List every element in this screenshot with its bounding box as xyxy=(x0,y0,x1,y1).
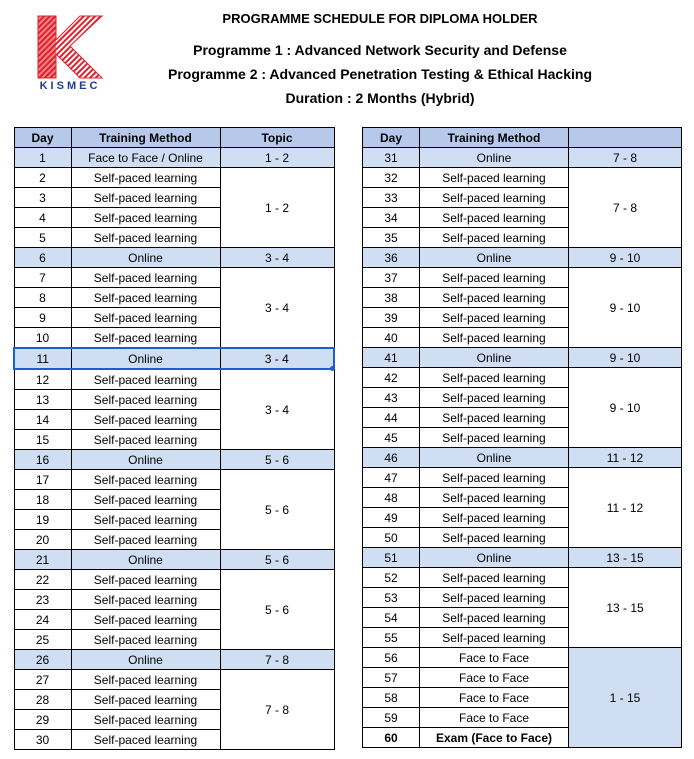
cell-day[interactable]: 29 xyxy=(14,710,71,730)
cell-day[interactable]: 38 xyxy=(363,288,420,308)
cell-day[interactable]: 47 xyxy=(363,468,420,488)
cell-training-method[interactable]: Self-paced learning xyxy=(71,268,220,288)
table-row xyxy=(363,548,682,568)
cell-day[interactable]: 17 xyxy=(14,470,71,490)
cell-day[interactable]: 28 xyxy=(14,690,71,710)
cell-day[interactable]: 4 xyxy=(14,208,71,228)
cell-topic[interactable]: 1 - 15 xyxy=(569,648,682,748)
cell-day[interactable]: 45 xyxy=(363,428,420,448)
table-row xyxy=(14,168,334,188)
cell-day[interactable]: 22 xyxy=(14,570,71,590)
cell-day[interactable]: 11 xyxy=(14,348,71,369)
cell-training-method[interactable]: Self-paced learning xyxy=(71,690,220,710)
cell-day[interactable]: 8 xyxy=(14,288,71,308)
cell-training-method[interactable]: Self-paced learning xyxy=(420,208,569,228)
cell-training-method[interactable]: Face to Face xyxy=(420,668,569,688)
table-row xyxy=(363,468,682,488)
cell-training-method[interactable]: Face to Face xyxy=(420,648,569,668)
cell-day[interactable]: 39 xyxy=(363,308,420,328)
cell-training-method[interactable]: Self-paced learning xyxy=(71,228,220,248)
cell-day[interactable]: 57 xyxy=(363,668,420,688)
cell-day[interactable]: 31 xyxy=(363,148,420,168)
table-row xyxy=(14,470,334,490)
cell-training-method[interactable]: Online xyxy=(71,450,220,470)
header-topic[interactable] xyxy=(569,128,682,148)
cell-day[interactable]: 55 xyxy=(363,628,420,648)
cell-day[interactable]: 5 xyxy=(14,228,71,248)
cell-day[interactable]: 3 xyxy=(14,188,71,208)
cell-day[interactable]: 60 xyxy=(363,728,420,748)
cell-training-method[interactable]: Self-paced learning xyxy=(420,588,569,608)
cell-day[interactable]: 24 xyxy=(14,610,71,630)
logo-text: KISMEC xyxy=(39,80,101,92)
cell-day[interactable]: 10 xyxy=(14,328,71,349)
cell-topic[interactable]: 5 - 6 xyxy=(220,550,334,570)
cell-topic[interactable]: 7 - 8 xyxy=(220,650,334,670)
cell-training-method[interactable]: Self-paced learning xyxy=(420,228,569,248)
cell-topic[interactable]: 9 - 10 xyxy=(569,268,682,348)
cell-topic[interactable]: 7 - 8 xyxy=(569,148,682,168)
cell-training-method[interactable]: Self-paced learning xyxy=(71,710,220,730)
table-row xyxy=(14,650,334,670)
cell-training-method[interactable]: Self-paced learning xyxy=(71,590,220,610)
header-day[interactable]: Day xyxy=(363,128,420,148)
cell-day[interactable]: 33 xyxy=(363,188,420,208)
cell-topic[interactable]: 3 - 4 xyxy=(220,369,334,450)
cell-day[interactable]: 26 xyxy=(14,650,71,670)
table-header-row xyxy=(363,128,682,148)
cell-training-method[interactable]: Self-paced learning xyxy=(420,528,569,548)
cell-training-method[interactable]: Self-paced learning xyxy=(71,288,220,308)
cell-topic[interactable]: 13 - 15 xyxy=(569,548,682,568)
cell-day[interactable]: 35 xyxy=(363,228,420,248)
cell-day[interactable]: 37 xyxy=(363,268,420,288)
cell-training-method[interactable]: Face to Face xyxy=(420,708,569,728)
cell-training-method[interactable]: Self-paced learning xyxy=(420,568,569,588)
table-row xyxy=(14,670,334,690)
cell-day[interactable]: 41 xyxy=(363,348,420,368)
cell-day[interactable]: 49 xyxy=(363,508,420,528)
cell-topic[interactable]: 7 - 8 xyxy=(220,670,334,750)
cell-training-method[interactable]: Self-paced learning xyxy=(71,730,220,750)
table-row xyxy=(363,648,682,668)
cell-day[interactable]: 13 xyxy=(14,390,71,410)
cell-training-method[interactable]: Self-paced learning xyxy=(420,168,569,188)
cell-training-method[interactable]: Exam (Face to Face) xyxy=(420,728,569,748)
cell-day[interactable]: 18 xyxy=(14,490,71,510)
cell-training-method[interactable]: Self-paced learning xyxy=(420,608,569,628)
cell-day[interactable]: 6 xyxy=(14,248,71,268)
cell-day[interactable]: 56 xyxy=(363,648,420,668)
table-row xyxy=(363,448,682,468)
cell-topic[interactable]: 3 - 4 xyxy=(220,268,334,349)
cell-training-method[interactable]: Online xyxy=(420,348,569,368)
cell-day[interactable]: 19 xyxy=(14,510,71,530)
cell-training-method[interactable]: Self-paced learning xyxy=(71,430,220,450)
cell-training-method[interactable]: Self-paced learning xyxy=(71,390,220,410)
cell-topic[interactable]: 3 - 4 xyxy=(220,348,334,369)
header-training-method[interactable]: Training Method xyxy=(71,128,220,148)
cell-training-method[interactable]: Online xyxy=(71,248,220,268)
cell-training-method[interactable]: Self-paced learning xyxy=(420,488,569,508)
header-topic[interactable]: Topic xyxy=(220,128,334,148)
cell-topic[interactable]: 11 - 12 xyxy=(569,448,682,468)
cell-day[interactable]: 44 xyxy=(363,408,420,428)
cell-training-method[interactable]: Self-paced learning xyxy=(71,490,220,510)
cell-topic[interactable]: 9 - 10 xyxy=(569,368,682,448)
table-row xyxy=(14,268,334,288)
programme-2-title: Programme 2 : Advanced Penetration Testing & Ethical Hacking xyxy=(168,66,592,82)
cell-topic[interactable]: 5 - 6 xyxy=(220,570,334,650)
cell-day[interactable]: 15 xyxy=(14,430,71,450)
cell-training-method[interactable]: Self-paced learning xyxy=(71,168,220,188)
cell-day[interactable]: 27 xyxy=(14,670,71,690)
table-row xyxy=(14,450,334,470)
cell-day[interactable]: 7 xyxy=(14,268,71,288)
table-row xyxy=(14,348,334,369)
cell-day[interactable]: 14 xyxy=(14,410,71,430)
programme-1-title: Programme 1 : Advanced Network Security and Defense xyxy=(193,42,567,58)
page-title: PROGRAMME SCHEDULE FOR DIPLOMA HOLDER xyxy=(222,11,538,26)
table-row xyxy=(14,148,334,168)
cell-day[interactable]: 9 xyxy=(14,308,71,328)
header-training-method[interactable]: Training Method xyxy=(420,128,569,148)
table-row xyxy=(363,168,682,188)
cell-training-method[interactable]: Self-paced learning xyxy=(71,610,220,630)
cell-day[interactable]: 12 xyxy=(14,369,71,390)
cell-topic[interactable]: 7 - 8 xyxy=(569,168,682,248)
cell-day[interactable]: 25 xyxy=(14,630,71,650)
cell-day[interactable]: 51 xyxy=(363,548,420,568)
cell-training-method[interactable]: Self-paced learning xyxy=(420,188,569,208)
cell-training-method[interactable]: Self-paced learning xyxy=(71,188,220,208)
cell-topic[interactable]: 13 - 15 xyxy=(569,568,682,648)
cell-topic[interactable]: 5 - 6 xyxy=(220,470,334,550)
cell-day[interactable]: 30 xyxy=(14,730,71,750)
cell-training-method[interactable]: Self-paced learning xyxy=(71,410,220,430)
cell-topic[interactable]: 9 - 10 xyxy=(569,248,682,268)
cell-training-method[interactable]: Face to Face xyxy=(420,688,569,708)
cell-training-method[interactable]: Online xyxy=(420,248,569,268)
table-row xyxy=(363,368,682,388)
cell-training-method[interactable]: Online xyxy=(71,550,220,570)
cell-training-method[interactable]: Self-paced learning xyxy=(420,408,569,428)
cell-day[interactable]: 21 xyxy=(14,550,71,570)
cell-day[interactable]: 40 xyxy=(363,328,420,348)
cell-training-method[interactable]: Self-paced learning xyxy=(71,530,220,550)
cell-training-method[interactable]: Self-paced learning xyxy=(71,670,220,690)
cell-training-method[interactable]: Self-paced learning xyxy=(71,208,220,228)
table-row xyxy=(363,348,682,368)
cell-topic[interactable]: 11 - 12 xyxy=(569,468,682,548)
cell-training-method[interactable]: Online xyxy=(420,448,569,468)
table-header-row xyxy=(14,128,334,148)
cell-topic[interactable]: 5 - 6 xyxy=(220,450,334,470)
cell-training-method[interactable]: Self-paced learning xyxy=(71,630,220,650)
cell-training-method[interactable]: Online xyxy=(420,548,569,568)
cell-training-method[interactable]: Self-paced learning xyxy=(71,510,220,530)
cell-topic[interactable]: 1 - 2 xyxy=(220,168,334,248)
cell-training-method[interactable]: Self-paced learning xyxy=(420,628,569,648)
table-row xyxy=(363,568,682,588)
cell-training-method[interactable]: Self-paced learning xyxy=(71,570,220,590)
cell-training-method[interactable]: Self-paced learning xyxy=(420,368,569,388)
cell-day[interactable]: 36 xyxy=(363,248,420,268)
table-row xyxy=(14,369,334,390)
cell-training-method[interactable]: Self-paced learning xyxy=(71,470,220,490)
cell-day[interactable]: 58 xyxy=(363,688,420,708)
cell-topic[interactable]: 9 - 10 xyxy=(569,348,682,368)
cell-training-method[interactable]: Face to Face / Online xyxy=(71,148,220,168)
cell-training-method[interactable]: Self-paced learning xyxy=(420,268,569,288)
cell-day[interactable]: 2 xyxy=(14,168,71,188)
duration-label: Duration : 2 Months (Hybrid) xyxy=(285,90,475,106)
cell-training-method[interactable]: Self-paced learning xyxy=(420,428,569,448)
cell-topic[interactable]: 1 - 2 xyxy=(220,148,334,168)
cell-day[interactable]: 43 xyxy=(363,388,420,408)
cell-day[interactable]: 1 xyxy=(14,148,71,168)
cell-day[interactable]: 48 xyxy=(363,488,420,508)
cell-training-method[interactable]: Online xyxy=(420,148,569,168)
cell-day[interactable]: 59 xyxy=(363,708,420,728)
cell-training-method[interactable]: Online xyxy=(71,348,220,369)
cell-training-method[interactable]: Self-paced learning xyxy=(420,308,569,328)
table-row xyxy=(363,248,682,268)
cell-training-method[interactable]: Self-paced learning xyxy=(420,388,569,408)
header-day[interactable]: Day xyxy=(14,128,71,148)
table-row xyxy=(363,268,682,288)
cell-day[interactable]: 53 xyxy=(363,588,420,608)
cell-day[interactable]: 23 xyxy=(14,590,71,610)
cell-training-method[interactable]: Self-paced learning xyxy=(420,328,569,348)
cell-training-method[interactable]: Self-paced learning xyxy=(71,328,220,349)
cell-training-method[interactable]: Online xyxy=(71,650,220,670)
cell-training-method[interactable]: Self-paced learning xyxy=(420,468,569,488)
cell-day[interactable]: 42 xyxy=(363,368,420,388)
schedule-table-left xyxy=(13,127,335,750)
cell-day[interactable]: 16 xyxy=(14,450,71,470)
cell-training-method[interactable]: Self-paced learning xyxy=(71,308,220,328)
table-row xyxy=(14,248,334,268)
cell-training-method[interactable]: Self-paced learning xyxy=(71,369,220,390)
cell-training-method[interactable]: Self-paced learning xyxy=(420,288,569,308)
cell-day[interactable]: 52 xyxy=(363,568,420,588)
cell-day[interactable]: 46 xyxy=(363,448,420,468)
cell-day[interactable]: 50 xyxy=(363,528,420,548)
cell-day[interactable]: 54 xyxy=(363,608,420,628)
cell-day[interactable]: 32 xyxy=(363,168,420,188)
table-row xyxy=(14,550,334,570)
table-row xyxy=(363,148,682,168)
selection-fill-handle[interactable] xyxy=(330,366,335,371)
cell-day[interactable]: 20 xyxy=(14,530,71,550)
cell-day[interactable]: 34 xyxy=(363,208,420,228)
cell-topic[interactable]: 3 - 4 xyxy=(220,248,334,268)
table-row xyxy=(14,570,334,590)
schedule-table-right xyxy=(362,127,682,748)
cell-training-method[interactable]: Self-paced learning xyxy=(420,508,569,528)
